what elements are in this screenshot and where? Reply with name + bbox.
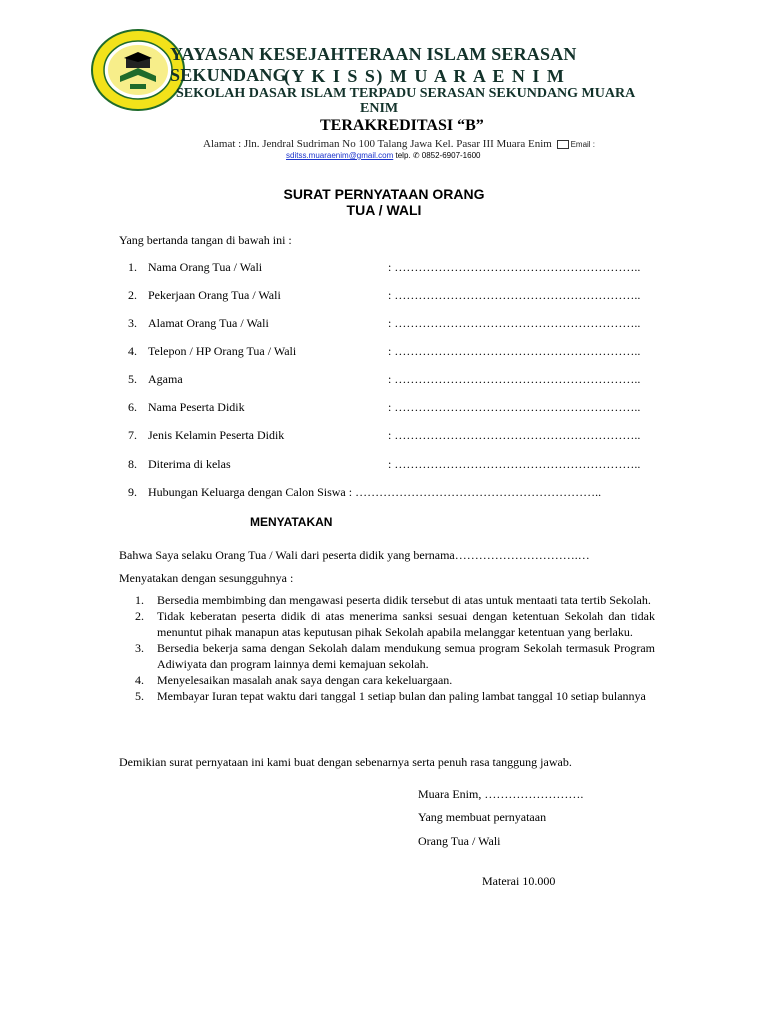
field-number: 4. — [128, 344, 137, 358]
closing-text: Demikian surat pernyataan ini kami buat dengan sebenarnya serta penuh rasa tanggung jawab. — [119, 755, 572, 769]
field-number: 3. — [128, 316, 137, 330]
bahwa-text: Bahwa Saya selaku Orang Tua / Wali dari peserta didik yang bernama………………………….… — [119, 548, 590, 562]
contact-line — [286, 151, 480, 160]
field-blank[interactable]: : …………………………………………………….. — [388, 457, 641, 471]
accreditation: TERAKREDITASI “B” — [320, 117, 484, 134]
statement-text: Tidak keberatan peserta didik di atas menerima sanksi sesuai dengan ketentuan Sekolah dan tidak menuntut pihak manapun atas keputusan pihak Sekolah apabila melanggar ketentuan yang berlaku. — [157, 609, 655, 639]
field-number: 2. — [128, 288, 137, 302]
statement-text: Menyelesaikan masalah anak saya dengan cara kekeluargaan. — [157, 673, 453, 687]
signer-role: Orang Tua / Wali — [418, 834, 501, 848]
stamp-duty-label: Materai 10.000 — [482, 874, 556, 888]
statement-item — [135, 672, 655, 688]
envelope-icon — [557, 140, 569, 149]
statement-number: 5. — [135, 689, 144, 703]
school-name: SEKOLAH DASAR ISLAM TERPADU SERASAN SEKUNDANG MUARA — [176, 86, 636, 101]
field-label: Diterima di kelas — [148, 457, 231, 471]
field-label: Jenis Kelamin Peserta Didik — [148, 428, 285, 442]
intro-text: Yang bertanda tangan di bawah ini : — [119, 233, 292, 247]
field-blank[interactable]: : …………………………………………………….. — [388, 400, 641, 414]
section-heading: MENYATAKAN — [250, 515, 333, 529]
place-date: Muara Enim, ……………………. — [418, 787, 584, 801]
field-blank[interactable]: : …………………………………………………….. — [388, 288, 641, 302]
statement-list — [135, 592, 655, 704]
statement-item — [135, 592, 655, 608]
field-row — [128, 372, 688, 386]
field-label: Nama Orang Tua / Wali — [148, 260, 263, 274]
statement-number: 4. — [135, 673, 144, 687]
statement-item — [135, 640, 655, 672]
email-link[interactable]: sditss.muaraenim@gmail.com — [286, 151, 394, 160]
field-row — [128, 428, 688, 442]
field-row — [128, 457, 688, 471]
field-label: Telepon / HP Orang Tua / Wali — [148, 344, 297, 358]
statement-text: Bersedia bekerja sama dengan Sekolah dalam mendukung semua program Sekolah termasuk Program Adiwiyata dan program lainnya demi kemajuan sekolah. — [157, 641, 655, 671]
statement-number: 2. — [135, 609, 144, 623]
statement-item — [135, 608, 655, 640]
foundation-abbrev: (Y K I S S) M U A R A E N I M — [284, 66, 566, 86]
field-blank[interactable]: : …………………………………………………….. — [388, 372, 641, 386]
field-label: Nama Peserta Didik — [148, 400, 245, 414]
statement-number: 3. — [135, 641, 144, 655]
statement-number: 1. — [135, 593, 144, 607]
field-number: 6. — [128, 400, 137, 414]
school-address: Alamat : Jln. Jendral Sudriman No 100 Talang Jawa Kel. Pasar III Muara Enim Email : — [203, 138, 596, 150]
statement-text: Membayar Iuran tepat waktu dari tanggal 1 setiap bulan dan paling lambat tanggal 10 setiap bulannya — [157, 689, 646, 703]
statement-item — [135, 688, 655, 704]
field-number: 5. — [128, 372, 137, 386]
field-label: Alamat Orang Tua / Wali — [148, 316, 269, 330]
field-label: Agama — [148, 372, 183, 386]
field-row — [128, 400, 688, 414]
field-row — [128, 344, 688, 358]
signer-caption: Yang membuat pernyataan — [418, 810, 547, 824]
declaration-intro: Menyatakan dengan sesungguhnya : — [119, 571, 294, 585]
field-row — [128, 260, 688, 274]
field-blank[interactable]: : …………………………………………………….. — [388, 316, 641, 330]
field-row — [128, 288, 688, 302]
phone-text: telp. ✆ 0852-6907-1600 — [393, 151, 481, 160]
school-name-cont: ENIM — [360, 101, 399, 116]
field-row-9: 9. Hubungan Keluarga dengan Calon Siswa : …………………………………………………….. — [128, 485, 602, 499]
field-row — [128, 316, 688, 330]
statement-text: Bersedia membimbing dan mengawasi peserta didik tersebut di atas untuk mentaati tata tertib Sekolah. — [157, 593, 651, 607]
field-number: 1. — [128, 260, 137, 274]
foundation-name: YAYASAN KESEJAHTERAAN ISLAM SERASAN SEKUNDANG — [170, 44, 577, 85]
field-blank[interactable]: : …………………………………………………….. — [388, 260, 641, 274]
field-blank[interactable]: : …………………………………………………….. — [388, 344, 641, 358]
field-blank[interactable]: : …………………………………………………….. — [388, 428, 641, 442]
field-number: 8. — [128, 457, 137, 471]
doc-title: SURAT PERNYATAAN ORANG TUA / WALI — [283, 186, 485, 218]
field-label: Pekerjaan Orang Tua / Wali — [148, 288, 281, 302]
field-number: 7. — [128, 428, 137, 442]
